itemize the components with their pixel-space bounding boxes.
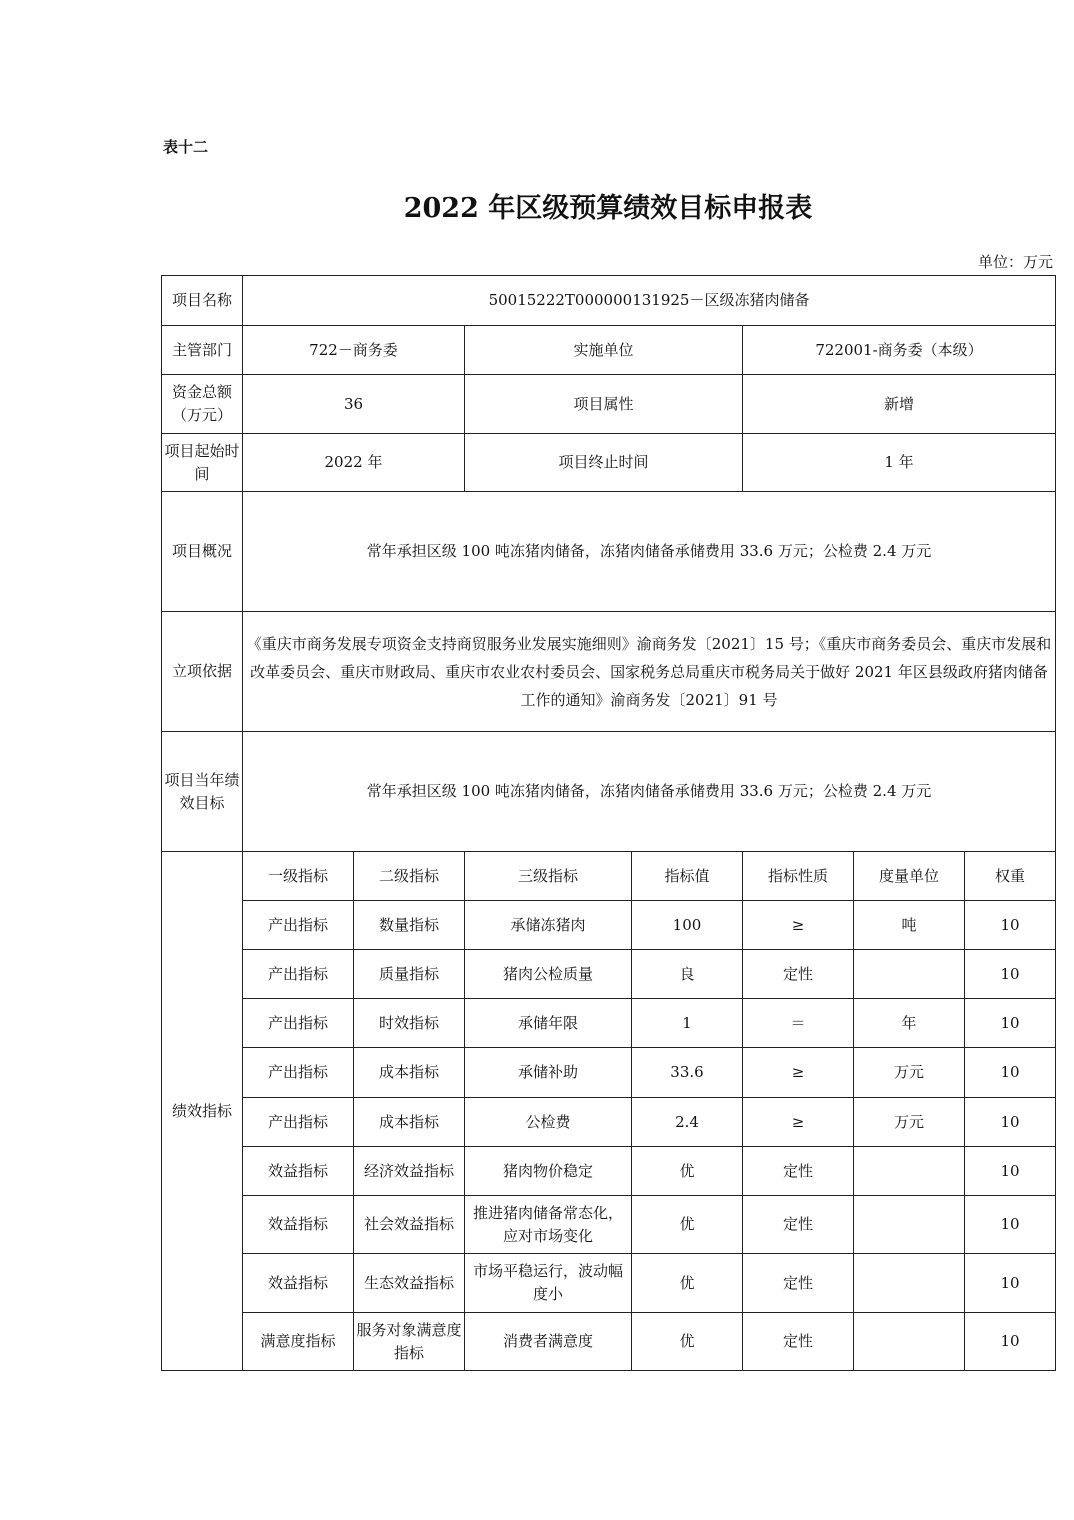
- indicator-cell: 推进猪肉储备常态化，应对市场变化: [465, 1196, 632, 1254]
- indicator-cell: [854, 1313, 965, 1371]
- department-value: 722－商务委: [243, 326, 465, 375]
- indicator-row: [162, 1254, 1056, 1313]
- document-title: 2022 年区级预算绩效目标申报表: [403, 193, 813, 224]
- annual-goal-label: 项目当年绩效目标: [162, 732, 243, 852]
- indicator-cell: 优: [632, 1313, 743, 1371]
- overview-value: 常年承担区级 100 吨冻猪肉储备，冻猪肉储备承储费用 33.6 万元；公检费 2.4 万元: [243, 492, 1056, 612]
- project-attribute-label: 项目属性: [465, 375, 743, 434]
- indicator-row: [162, 1196, 1056, 1254]
- indicator-cell: 效益指标: [243, 1254, 354, 1313]
- project-name-value: 50015222T000000131925－区级冻猪肉储备: [243, 276, 1056, 326]
- indicator-cell: 优: [632, 1147, 743, 1196]
- indicator-row: [162, 1313, 1056, 1371]
- indicator-cell: 生态效益指标: [354, 1254, 465, 1313]
- end-time-value: 1 年: [743, 434, 1056, 492]
- table-number: 表十二: [163, 138, 209, 156]
- indicator-cell: 10: [965, 901, 1056, 950]
- end-time-label: 项目终止时间: [465, 434, 743, 492]
- indicator-cell: 1: [632, 999, 743, 1048]
- row-basis: [162, 612, 1056, 732]
- indicator-cell: 数量指标: [354, 901, 465, 950]
- indicator-header-cell: 二级指标: [354, 852, 465, 901]
- indicator-cell: 服务对象满意度指标: [354, 1313, 465, 1371]
- indicator-cell: 10: [965, 1196, 1056, 1254]
- indicator-cell: 年: [854, 999, 965, 1048]
- indicator-cell: 10: [965, 1313, 1056, 1371]
- indicator-cell: 社会效益指标: [354, 1196, 465, 1254]
- indicator-cell: 100: [632, 901, 743, 950]
- indicator-cell: 10: [965, 950, 1056, 999]
- indicator-cell: ≥: [743, 1098, 854, 1147]
- indicator-cell: 承储冻猪肉: [465, 901, 632, 950]
- indicator-cell: 承储年限: [465, 999, 632, 1048]
- indicator-cell: 万元: [854, 1098, 965, 1147]
- indicator-cell: 市场平稳运行，波动幅度小: [465, 1254, 632, 1313]
- start-time-label: 项目起始时间: [162, 434, 243, 492]
- indicator-cell: [854, 1196, 965, 1254]
- indicator-cell: 效益指标: [243, 1147, 354, 1196]
- indicator-cell: 定性: [743, 1196, 854, 1254]
- project-name-label: 项目名称: [162, 276, 243, 326]
- indicator-cell: 10: [965, 1147, 1056, 1196]
- basis-value: 《重庆市商务发展专项资金支持商贸服务业发展实施细则》渝商务发〔2021〕15 号；《重庆市商务委员会、重庆市发展和改革委员会、重庆市财政局、重庆市农业农村委员会、国家税务总局重庆市税务局关于做好 2021 年区县级政府猪肉储备工作的通知》渝商务发〔2021〕91 号: [243, 612, 1056, 732]
- indicator-cell: 成本指标: [354, 1098, 465, 1147]
- indicator-cell: 优: [632, 1196, 743, 1254]
- row-project-name: [162, 276, 1056, 326]
- start-time-value: 2022 年: [243, 434, 465, 492]
- indicator-cell: 产出指标: [243, 901, 354, 950]
- indicator-cell: 定性: [743, 950, 854, 999]
- indicator-cell: 质量指标: [354, 950, 465, 999]
- indicator-cell: ≥: [743, 1048, 854, 1098]
- overview-label: 项目概况: [162, 492, 243, 612]
- indicator-cell: 吨: [854, 901, 965, 950]
- indicator-cell: 猪肉公检质量: [465, 950, 632, 999]
- indicator-row: [162, 950, 1056, 999]
- indicator-row: [162, 901, 1056, 950]
- indicator-cell: 时效指标: [354, 999, 465, 1048]
- indicator-cell: 产出指标: [243, 1098, 354, 1147]
- row-overview: [162, 492, 1056, 612]
- indicator-cell: 良: [632, 950, 743, 999]
- indicator-cell: 10: [965, 1048, 1056, 1098]
- indicator-cell: 定性: [743, 1147, 854, 1196]
- indicator-cell: 定性: [743, 1313, 854, 1371]
- indicator-cell: [854, 950, 965, 999]
- implementing-unit-value: 722001-商务委（本级）: [743, 326, 1056, 375]
- indicator-cell: 产出指标: [243, 1048, 354, 1098]
- indicator-cell: [854, 1254, 965, 1313]
- indicator-cell: 经济效益指标: [354, 1147, 465, 1196]
- indicator-cell: 消费者满意度: [465, 1313, 632, 1371]
- indicator-header-row: [162, 852, 1056, 901]
- indicator-row: [162, 1048, 1056, 1098]
- indicator-header-cell: 三级指标: [465, 852, 632, 901]
- basis-label: 立项依据: [162, 612, 243, 732]
- indicator-cell: 2.4: [632, 1098, 743, 1147]
- indicator-cell: 产出指标: [243, 999, 354, 1048]
- indicator-row: [162, 1098, 1056, 1147]
- fund-total-value: 36: [243, 375, 465, 434]
- department-label: 主管部门: [162, 326, 243, 375]
- unit-label: 单位：万元: [977, 253, 1053, 271]
- indicator-cell: 10: [965, 1254, 1056, 1313]
- indicator-cell: 满意度指标: [243, 1313, 354, 1371]
- indicator-cell: 优: [632, 1254, 743, 1313]
- budget-performance-table: [161, 275, 1056, 1371]
- indicator-cell: 10: [965, 1098, 1056, 1147]
- indicator-header-cell: 指标性质: [743, 852, 854, 901]
- indicator-header-cell: 度量单位: [854, 852, 965, 901]
- indicator-header-cell: 指标值: [632, 852, 743, 901]
- indicator-cell: 产出指标: [243, 950, 354, 999]
- indicator-header-cell: 一级指标: [243, 852, 354, 901]
- indicator-cell: 公检费: [465, 1098, 632, 1147]
- indicator-cell: [854, 1147, 965, 1196]
- indicator-cell: 承储补助: [465, 1048, 632, 1098]
- implementing-unit-label: 实施单位: [465, 326, 743, 375]
- indicator-cell: 定性: [743, 1254, 854, 1313]
- indicator-header-cell: 权重: [965, 852, 1056, 901]
- row-department: [162, 326, 1056, 375]
- annual-goal-value: 常年承担区级 100 吨冻猪肉储备，冻猪肉储备承储费用 33.6 万元；公检费 2.4 万元: [243, 732, 1056, 852]
- indicator-cell: ≥: [743, 901, 854, 950]
- indicator-cell: 成本指标: [354, 1048, 465, 1098]
- indicator-section-label: 绩效指标: [162, 852, 243, 1371]
- fund-total-label: 资金总额（万元）: [162, 375, 243, 434]
- indicator-cell: 33.6: [632, 1048, 743, 1098]
- indicator-row: [162, 999, 1056, 1048]
- project-attribute-value: 新增: [743, 375, 1056, 434]
- indicator-cell: 效益指标: [243, 1196, 354, 1254]
- indicator-cell: 10: [965, 999, 1056, 1048]
- indicator-cell: 万元: [854, 1048, 965, 1098]
- row-annual-goal: [162, 732, 1056, 852]
- row-fund: [162, 375, 1056, 434]
- indicator-cell: 猪肉物价稳定: [465, 1147, 632, 1196]
- row-period: [162, 434, 1056, 492]
- indicator-cell: ＝: [743, 999, 854, 1048]
- indicator-row: [162, 1147, 1056, 1196]
